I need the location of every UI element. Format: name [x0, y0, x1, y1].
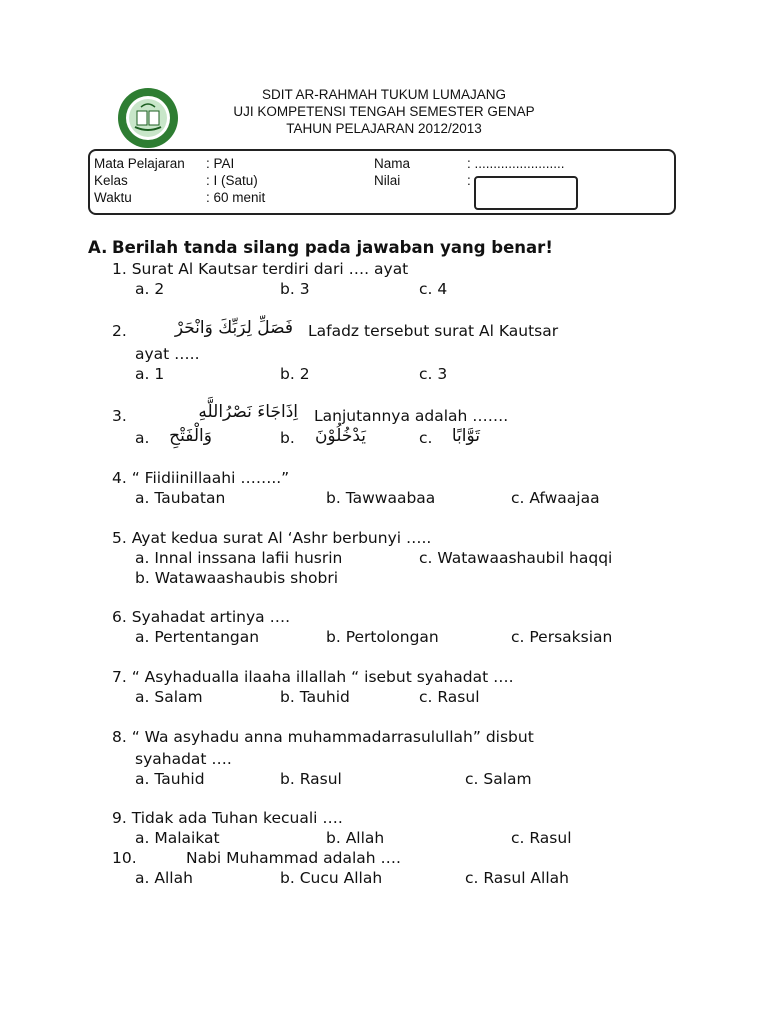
q7-option-b[interactable]: b. Tauhid — [280, 688, 350, 706]
q4-option-b[interactable]: b. Tawwaabaa — [326, 489, 436, 507]
question-1: 1. Surat Al Kautsar terdiri dari …. ayat — [112, 260, 409, 278]
q2-arabic-verse: فَصَلِّ لِرَبِّكَ وَانْحَرْ — [174, 318, 293, 338]
q2-option-a[interactable]: a. 1 — [135, 365, 165, 383]
q5-option-c[interactable]: c. Watawaashaubil haqqi — [419, 549, 613, 567]
question-8: 8. “ Wa asyhadu anna muhammadarrasulullah” disbut — [112, 728, 534, 746]
q2-option-b[interactable]: b. 2 — [280, 365, 310, 383]
q10-number: 10. — [112, 849, 137, 867]
score-colon: : — [467, 173, 471, 188]
document-header — [150, 86, 618, 137]
q3-option-c-arabic[interactable]: تَوَّابًا — [451, 426, 480, 446]
q8-option-b[interactable]: b. Rasul — [280, 770, 342, 788]
q2-number: 2. — [112, 322, 127, 340]
subject-value: : PAI — [206, 156, 235, 171]
question-10: Nabi Muhammad adalah …. — [186, 849, 401, 867]
q4-option-a[interactable]: a. Taubatan — [135, 489, 226, 507]
q3-option-a[interactable]: a. — [135, 429, 150, 447]
score-label: Nilai — [374, 173, 401, 188]
question-3: Lanjutannya adalah ……. — [314, 407, 509, 425]
q3-option-c[interactable]: c. — [419, 429, 433, 447]
q5-option-a[interactable]: a. Innal inssana lafii husrin — [135, 549, 343, 567]
q3-number: 3. — [112, 407, 127, 425]
question-9: 9. Tidak ada Tuhan kecuali …. — [112, 809, 343, 827]
q7-option-a[interactable]: a. Salam — [135, 688, 203, 706]
exam-title: UJI KOMPETENSI TENGAH SEMESTER GENAP — [233, 104, 535, 119]
q9-option-b[interactable]: b. Allah — [326, 829, 385, 847]
time-label: Waktu — [94, 190, 132, 205]
q3-option-b-arabic[interactable]: يَدْخُلُوْنَ — [314, 426, 366, 446]
q8-option-a[interactable]: a. Tauhid — [135, 770, 205, 788]
q9-option-c[interactable]: c. Rasul — [511, 829, 572, 847]
q10-option-c[interactable]: c. Rasul Allah — [465, 869, 569, 887]
q9-option-a[interactable]: a. Malaikat — [135, 829, 220, 847]
q7-option-c[interactable]: c. Rasul — [419, 688, 480, 706]
q1-option-a[interactable]: a. 2 — [135, 280, 165, 298]
question-2-cont: ayat ….. — [135, 345, 200, 363]
question-4: 4. “ Fiidiinillaahi ……..” — [112, 469, 290, 487]
q6-option-b[interactable]: b. Pertolongan — [326, 628, 439, 646]
q3-option-b[interactable]: b. — [280, 429, 295, 447]
q6-option-a[interactable]: a. Pertentangan — [135, 628, 260, 646]
q3-arabic-verse: اِذَاجَاءَ نَصْرُاللَّهِ — [198, 402, 298, 422]
q1-option-c[interactable]: c. 4 — [419, 280, 448, 298]
name-field[interactable]: : ........................ — [467, 156, 565, 171]
q6-option-c[interactable]: c. Persaksian — [511, 628, 613, 646]
question-8-cont: syahadat …. — [135, 750, 232, 768]
q3-option-a-arabic[interactable]: وَالْفَتْحِ — [169, 426, 212, 446]
score-box[interactable] — [474, 176, 578, 210]
class-value: : I (Satu) — [206, 173, 258, 188]
section-letter: A. — [88, 238, 108, 257]
time-value: : 60 menit — [206, 190, 266, 205]
student-info-box — [88, 149, 676, 215]
q2-option-c[interactable]: c. 3 — [419, 365, 448, 383]
name-label: Nama — [374, 156, 411, 171]
question-6: 6. Syahadat artinya …. — [112, 608, 290, 626]
q10-option-a[interactable]: a. Allah — [135, 869, 193, 887]
school-name: SDIT AR-RAHMAH TUKUM LUMAJANG — [261, 87, 507, 102]
question-5: 5. Ayat kedua surat Al ‘Ashr berbunyi ….. — [112, 529, 432, 547]
q4-option-c[interactable]: c. Afwaajaa — [511, 489, 600, 507]
q5-option-b[interactable]: b. Watawaashaubis shobri — [135, 569, 339, 587]
academic-year: TAHUN PELAJARAN 2012/2013 — [286, 121, 482, 136]
section-instruction: Berilah tanda silang pada jawaban yang benar! — [112, 238, 553, 257]
class-label: Kelas — [94, 173, 128, 188]
q1-option-b[interactable]: b. 3 — [280, 280, 310, 298]
question-7: 7. “ Asyhadualla ilaaha illallah “ isebut syahadat …. — [112, 668, 514, 686]
subject-label: Mata Pelajaran — [94, 156, 185, 171]
q8-option-c[interactable]: c. Salam — [465, 770, 532, 788]
q10-option-b[interactable]: b. Cucu Allah — [280, 869, 383, 887]
question-2: Lafadz tersebut surat Al Kautsar — [308, 322, 559, 340]
